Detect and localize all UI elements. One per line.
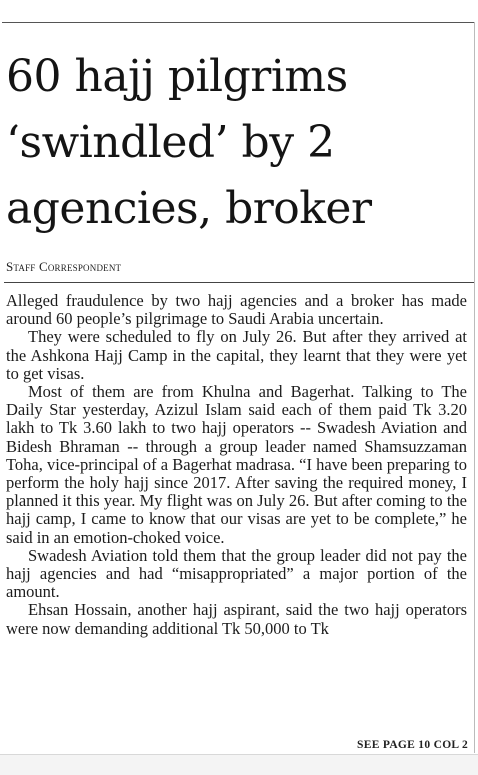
previous-article-strip: [0, 0, 478, 22]
paragraph-2: They were scheduled to fly on July 26. But after they arrived at the Ashkona Hajj Camp in the capital, they learnt that they were yet to get visas.: [6, 327, 467, 383]
headline-line-1: 60 hajj pilgrims: [6, 51, 348, 102]
paragraph-4: Swadesh Aviation told them that the group leader did not pay the hajj agencies and had “misappropriated” a major portion of the amount.: [6, 545, 467, 602]
bottom-divider: [0, 754, 478, 775]
continued-on-link: SEE PAGE 10 COL 2: [357, 739, 468, 751]
headline: [6, 44, 474, 242]
byline-divider: [4, 282, 474, 283]
top-divider: [2, 22, 475, 23]
headline-line-2: ‘swindled’ by 2: [6, 117, 335, 168]
article-body: [6, 292, 467, 638]
headline-line-3: agencies, broker: [6, 183, 372, 234]
paragraph-1: Alleged fraudulence by two hajj agencies and a broker has made around 60 people’s pilgrimage to Saudi Arabia uncertain.: [6, 291, 467, 329]
byline: Staff Correspondent: [6, 259, 122, 274]
paragraph-5: Ehsan Hossain, another hajj aspirant, said the two hajj operators were now demanding additional Tk 50,000 to Tk: [6, 600, 467, 638]
paragraph-3: Most of them are from Khulna and Bagerhat. Talking to The Daily Star yesterday, Azizul Islam said each of them paid Tk 3.20 lakh to Tk 3.60 lakh to two hajj operators -- Swadesh Aviation and Bidesh Bhraman -- through a group leader named Shamsuzzaman Toha, vice-principal of a Bagerhat madrasa. “I have been preparing to perform the holy hajj since 2017. After saving the required money, I planned it this year. My flight was on July 26. But after coming to the hajj camp, I came to know that our visas are yet to be complete,” he said in an emotion-choked voice.: [6, 382, 467, 547]
column-divider: [474, 22, 475, 753]
